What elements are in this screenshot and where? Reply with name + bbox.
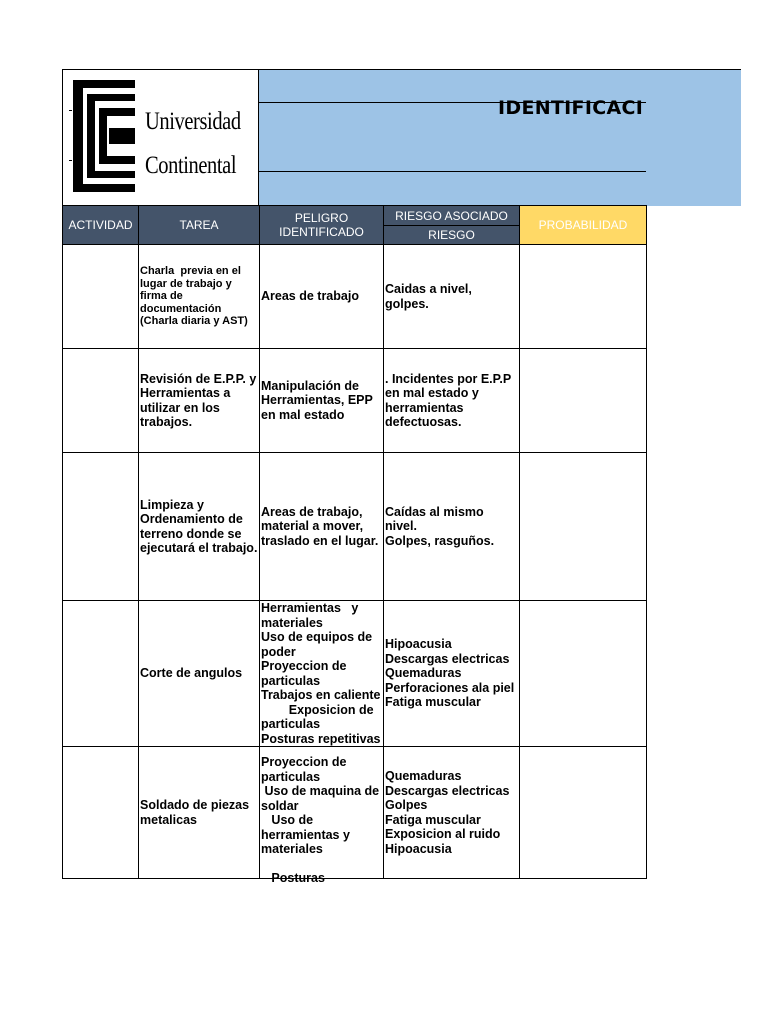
cell-tarea[interactable]: Soldado de piezas metalicas: [139, 747, 260, 879]
university-logo-icon: [69, 80, 137, 192]
cell-riesgo[interactable]: Caídas al mismo nivel. Golpes, rasguños.: [384, 453, 520, 601]
cell-probabilidad[interactable]: [520, 747, 647, 879]
cell-tarea[interactable]: Corte de angulos: [139, 601, 260, 747]
column-header-actividad: ACTIVIDAD: [63, 206, 139, 245]
cell-actividad[interactable]: [63, 245, 139, 349]
risk-matrix-table: [62, 205, 647, 885]
cell-actividad[interactable]: [63, 747, 139, 879]
cell-tarea[interactable]: Limpieza y Ordenamiento de terreno donde se ejecutará el trabajo.: [139, 453, 260, 601]
cell-actividad[interactable]: [63, 349, 139, 453]
cell-probabilidad[interactable]: [520, 245, 647, 349]
cell-peligro[interactable]: Areas de trabajo: [260, 245, 384, 349]
column-header-tarea: TAREA: [139, 206, 260, 245]
cell-tarea[interactable]: Revisión de E.P.P. y Herramientas a utilizar en los trabajos.: [139, 349, 260, 453]
cell-peligro[interactable]: [260, 747, 384, 885]
logo-line-2: Continental: [145, 152, 237, 179]
cell-peligro[interactable]: Herramientas y materiales Uso de equipos de poder Proyeccion de particulas Trabajos en caliente Exposicion de particulas Posturas repetitivas: [260, 601, 384, 747]
cell-actividad[interactable]: [63, 601, 139, 747]
column-header-peligro: PELIGRO IDENTIFICADO: [260, 206, 384, 245]
cell-riesgo[interactable]: Caidas a nivel, golpes.: [384, 245, 520, 349]
title-band: [258, 69, 741, 206]
cell-tarea[interactable]: Charla previa en el lugar de trabajo y firma de documentación (Charla diaria y AST): [139, 245, 260, 349]
document-title: IDENTIFICACI: [498, 97, 644, 119]
table-row: [63, 349, 647, 453]
divider: [258, 171, 646, 172]
table-row: [63, 747, 647, 879]
table-row: [63, 601, 647, 747]
column-header-riesgo-asociado: RIESGO ASOCIADO: [384, 206, 520, 226]
logo-line-1: Universidad: [145, 108, 241, 135]
logo-cell: [62, 69, 259, 206]
cell-riesgo[interactable]: . Incidentes por E.P.P en mal estado y herramientas defectuosas.: [384, 349, 520, 453]
cell-probabilidad[interactable]: [520, 601, 647, 747]
column-header-riesgo: RIESGO: [384, 226, 520, 245]
cell-peligro[interactable]: Manipulación de Herramientas, EPP en mal estado: [260, 349, 384, 453]
cell-riesgo[interactable]: Quemaduras Descargas electricas Golpes Fatiga muscular Exposicion al ruido Hipoacusia: [384, 747, 520, 879]
column-header-probabilidad: PROBABILIDAD: [520, 206, 647, 245]
cell-riesgo[interactable]: Hipoacusia Descargas electricas Quemaduras Perforaciones ala piel Fatiga muscular: [384, 601, 520, 747]
table-row: [63, 245, 647, 349]
table-row: [63, 453, 647, 601]
cell-actividad[interactable]: [63, 453, 139, 601]
cell-peligro[interactable]: Areas de trabajo, material a mover, traslado en el lugar.: [260, 453, 384, 601]
logo-wordmark: [145, 100, 241, 188]
divider: [258, 70, 259, 206]
cell-peligro-text: Proyeccion de particulas Uso de maquina de soldar Uso de herramientas y materiales Posturas: [261, 755, 380, 885]
cell-probabilidad[interactable]: [520, 453, 647, 601]
cell-probabilidad[interactable]: [520, 349, 647, 453]
document-header: [62, 69, 646, 205]
